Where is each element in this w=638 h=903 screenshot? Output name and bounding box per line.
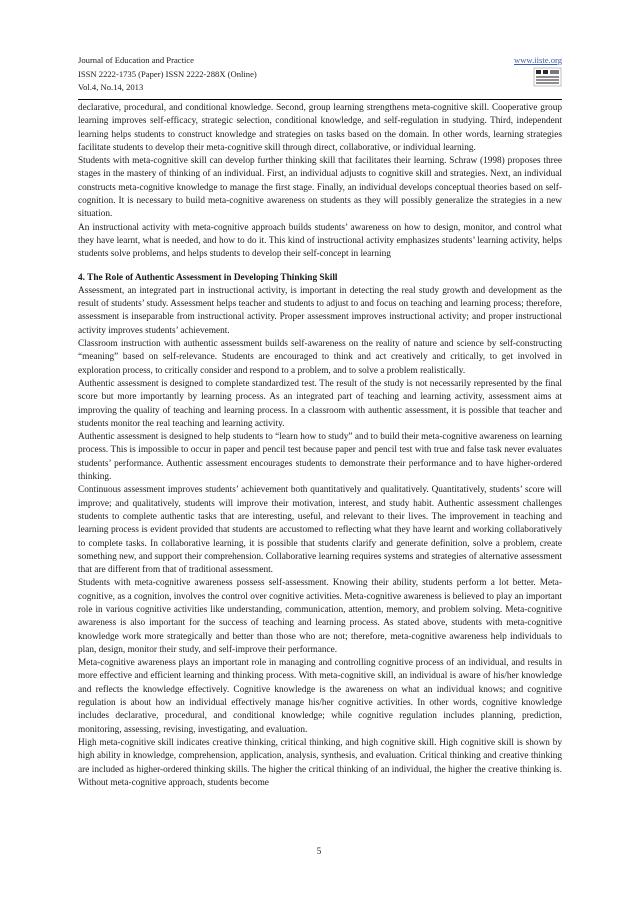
paragraph: An instructional activity with meta-cognitive approach builds students’ awareness on how to design, monitor, and control what they have learnt, what is needed, and how to do it. This kind of instructional activity emphasizes students’ learning activity, helps students solve problems, and helps students to develop their self-concept in learning bbox=[78, 222, 562, 260]
paragraph: Continuous assessment improves students’ achievement both quantitatively and qualitatively. Quantitatively, students’ score will improve; and qualitatively, students will improve their motivation, interest, and study habit. Authentic assessment challenges students to complete authentic tasks that are interesting, useful, and relevant to their lives. The improvement in teaching and learning process is evident provided that students are accustomed to reflecting what they have learnt and working collaboratively to complete tasks. In collaborative learning, it is possible that students clarify and generate definition, solve a problem, create something new, and support their comprehension. Collaborative learning requires systems and strategies of alternative assessment that are different from that of traditional assessment. bbox=[78, 485, 562, 576]
section-heading: 4. The Role of Authentic Assessment in Developing Thinking Skill bbox=[78, 272, 338, 283]
page-header bbox=[78, 54, 562, 95]
paragraph: Students with meta-cognitive awareness possess self-assessment. Knowing their ability, students perform a lot better. Meta-cognitive, as a cognition, involves the control over cognitive activities. Meta-cognitive awareness is believed to play an important role in various cognitive activities like understanding, communication, attention, memory, and problem solving. Meta-cognitive awareness is also important for the success of teaching and learning process. As stated above, students with meta-cognitive knowledge work more strategically and better than those who are not; therefore, meta-cognitive awareness help individuals to plan, design, monitor their study, and self-improve their performance. bbox=[78, 578, 562, 655]
journal-name: Journal of Education and Practice bbox=[78, 55, 194, 65]
paragraph: Authentic assessment is designed to complete standardized test. The result of the study is not necessarily represented by the final score but more importantly by learning process. As an integrated part of teaching and learning activity, assessment aims at improving the quality of teaching and learning process. In a classroom with authentic assessment, it is possible that teacher and students monitor the real teaching and learning activity. bbox=[78, 378, 562, 429]
paragraph: Meta-cognitive awareness plays an important role in managing and controlling cognitive process of an individual, and results in more effective and efficient learning and thinking process. With meta-cognitive skill, an individual is aware of his/her knowledge and reflects the knowledge effectively. Cognitive knowledge is the awareness on what an individual knows; and cognitive regulation is about how an individual effectively manage his/her cognitive activities. In other words, cognitive knowledge includes declarative, procedural, and conditional knowledge; while cognitive regulation includes planning, prediction, monitoring, assessing, revising, investigating, and evaluation. bbox=[78, 658, 562, 735]
article-body bbox=[78, 102, 562, 790]
page-number: 5 bbox=[316, 846, 322, 856]
paragraph: High meta-cognitive skill indicates creative thinking, critical thinking, and high cognitive skill. High cognitive skill is shown by high ability in knowledge, comprehension, application, analysis, synthesis, and evaluation. Critical thinking and creative thinking are included as higher-ordered thinking skills. The higher the critical thinking of an individual, the higher the creative thinking is. Without meta-cognitive approach, students become bbox=[78, 737, 562, 788]
volume-line: Vol.4, No.14, 2013 bbox=[78, 82, 144, 93]
iiste-logo bbox=[533, 67, 562, 87]
paragraph: Classroom instruction with authentic assessment builds self-awareness on the reality of nature and science by self-constructing “meaning” based on self-relevance. Students are encouraged to think and act creatively and critically, to get involved in exploration process, to critically consider and respond to a problem, and to solve a problem realistically. bbox=[78, 339, 562, 376]
paragraph: Students with meta-cognitive skill can develop further thinking skill that facilitates their learning. Schraw (1998) proposes three stages in the mastery of thinking of an individual. First, an individual adjusts to cognitive skill and strategies. Next, an individual constructs meta-cognitive knowledge to manage the first stage. Finally, an individual develops conceptual theories based on self-cognition. It is necessary to build meta-cognitive awareness on students as they will possibly generalize the strategies in a new situation. bbox=[78, 156, 562, 220]
issn-line: ISSN 2222-1735 (Paper) ISSN 2222-288X (Online) bbox=[78, 68, 257, 79]
paragraph: Authentic assessment is designed to help students to “learn how to study” and to build their meta-cognitive awareness on learning process. This is impossible to occur in paper and pencil test because paper and pencil test with true and false task never evaluates students’ performance. Authentic assessment encourages students to demonstrate their performance and to have higher-ordered thinking. bbox=[78, 432, 562, 483]
header-rule bbox=[78, 99, 562, 100]
paragraph: Assessment, an integrated part in instructional activity, is important in detecting the real study growth and development as the result of students’ study. Assessment helps teacher and students to adjust to and focus on teaching and learning process; therefore, assessment is inseparable from instructional activity. Proper assessment improves instructional activity; and proper instructional activity improves students’ achievement. bbox=[78, 285, 562, 336]
journal-url-link[interactable]: www.iiste.org bbox=[514, 55, 562, 65]
paragraph: declarative, procedural, and conditional knowledge. Second, group learning strengthens meta-cognitive skill. Cooperative group learning improves self-efficacy, strategic selection, conditional knowledge, and self-regulation in studying. Third, independent learning helps students to construct knowledge and strategies on tasks based on the domain. In other words, learning strategies facilitate students to develop their meta-cognitive skill through direct, collaborative, or individual learning. bbox=[78, 103, 562, 153]
